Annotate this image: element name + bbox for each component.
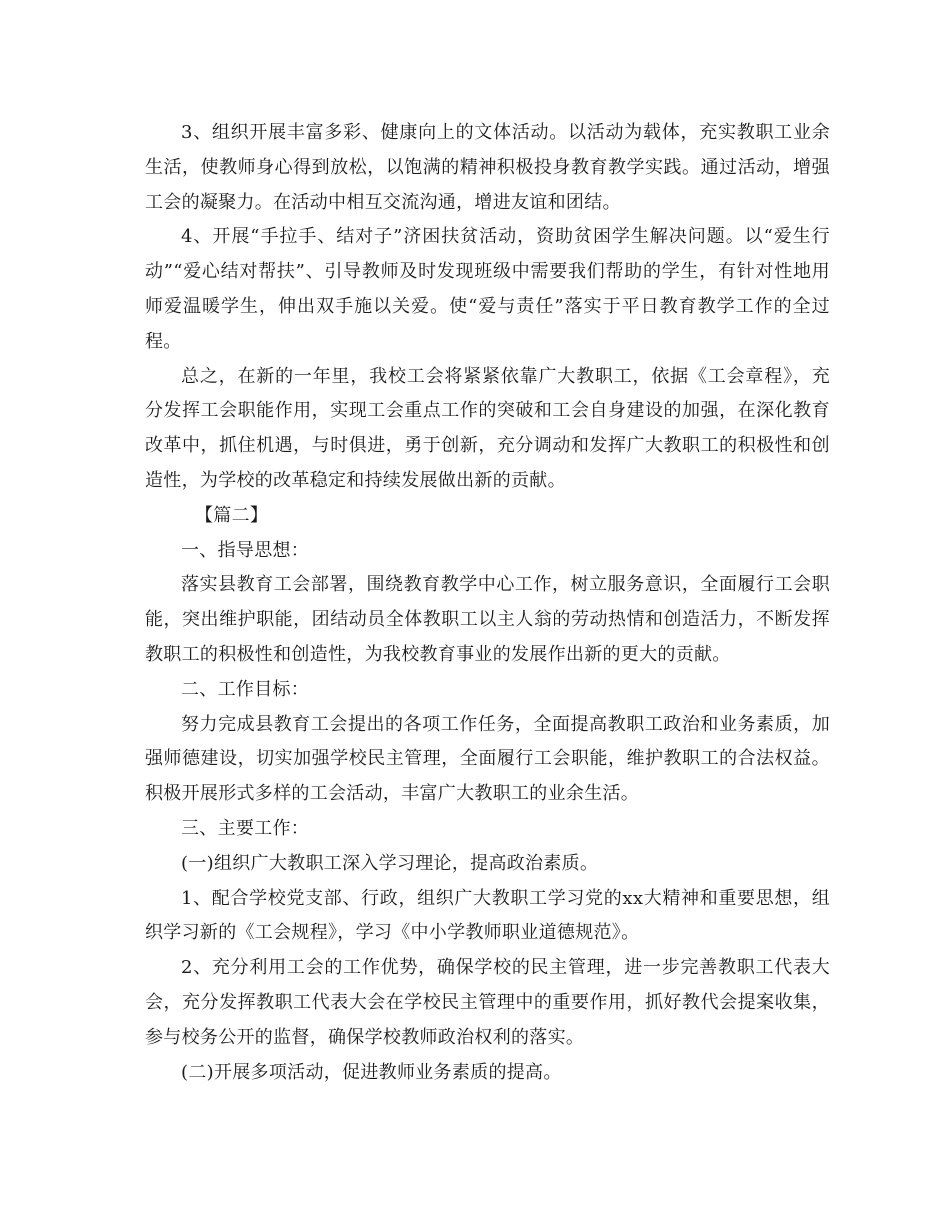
heading-main-work: 三、主要工作： — [181, 817, 310, 839]
section-marker-part-two: 【篇二】 — [195, 504, 269, 526]
paragraph-work-goals: 努力完成县教育工会提出的各项工作任务，全面提高教职工政治和业务素质，加强师德建设，切实加强学校民主管理，全面履行工会职能，维护教职工的合法权益。积极开展形式多样的工会活动，丰富广大教职工的业余生活。 — [145, 713, 830, 805]
paragraph-conclusion: 总之，在新的一年里，我校工会将紧紧依靠广大教职工，依据《工会章程》，充分发挥工会职能作用，实现工会重点工作的突破和工会自身建设的加强，在深化教育改革中，抓住机遇，与时俱进，勇于创新，充分调动和发挥广大教职工的积极性和创造性，为学校的改革稳定和持续发展做出新的贡献。 — [145, 365, 830, 491]
paragraph-item-1: 1、配合学校党支部、行政，组织广大教职工学习党的xx大精神和重要思想，组织学习新的《工会规程》，学习《中小学教师职业道德规范》。 — [145, 887, 830, 944]
paragraph-activity-3: 3、组织开展丰富多彩、健康向上的文体活动。以活动为载体，充实教职工业余生活，使教师身心得到放松，以饱满的精神积极投身教育教学实践。通过活动，增强工会的凝聚力。在活动中相互交流沟通，增进友谊和团结。 — [145, 122, 830, 213]
subheading-activities: (二)开展多项活动，促进教师业务素质的提高。 — [181, 1061, 562, 1083]
paragraph-guiding-ideology: 落实县教育工会部署，围绕教育教学中心工作，树立服务意识，全面履行工会职能，突出维护职能，团结动员全体教职工以主人翁的劳动热情和创造活力，不断发挥教职工的积极性和创造性，为我校教育事业的发展作出新的更大的贡献。 — [145, 574, 830, 665]
subheading-political-study: (一)组织广大教职工深入学习理论，提高政治素质。 — [181, 852, 599, 874]
heading-guiding-ideology: 一、指导思想： — [181, 539, 310, 561]
paragraph-activity-4: 4、开展“手拉手、结对子”济困扶贫活动，资助贫困学生解决问题。以“爱生行动”“爱心结对帮扶”、引导教师及时发现班级中需要我们帮助的学生，有针对性地用师爱温暖学生，伸出双手施以关爱。使“爱与责任”落实于平日教育教学工作的全过程。 — [145, 226, 830, 352]
paragraph-item-2: 2、充分利用工会的工作优势，确保学校的民主管理，进一步完善教职工代表大会，充分发挥教职工代表大会在学校民主管理中的重要作用，抓好教代会提案收集，参与校务公开的监督，确保学校教师政治权利的落实。 — [145, 957, 830, 1048]
heading-work-goals: 二、工作目标： — [181, 678, 310, 700]
